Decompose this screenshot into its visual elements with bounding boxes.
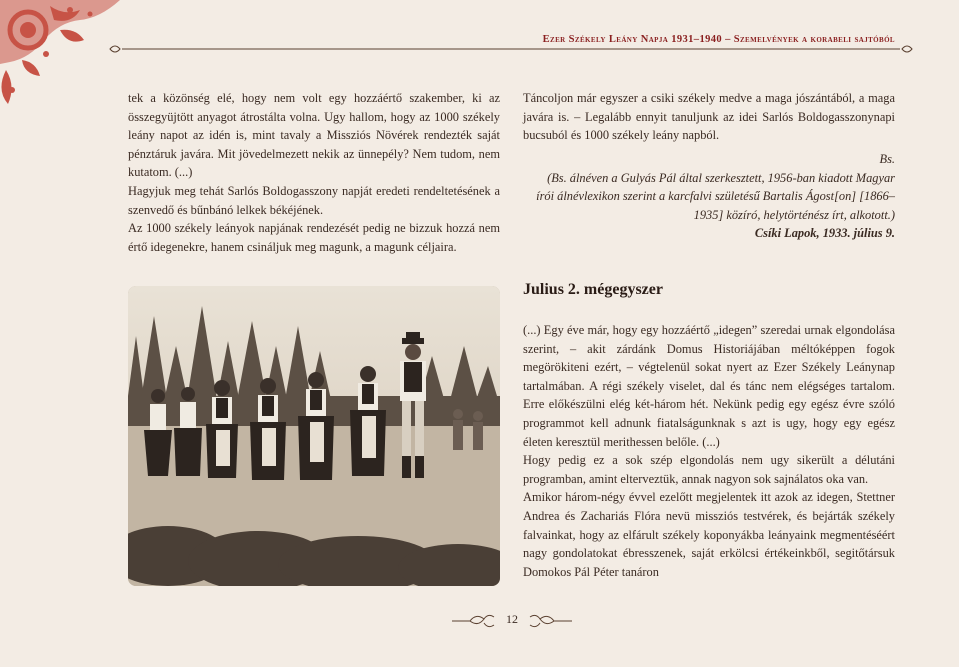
- left-column: [128, 89, 500, 256]
- source-citation: Csíki Lapok, 1933. július 9.: [754, 226, 895, 241]
- running-head: Ezer Székely Leány Napja 1931–1940 – Szemelvények a korabeli sajtóból: [542, 34, 895, 45]
- author-note: (Bs. álnéven a Gulyás Pál által szerkesztett, 1956-ban kiadott Magyar írói álnévlexikon szerint a karcfalvi születésű Bartalis Ágost[on] [1866–1935] közíró, helytörténész írt, alkotott.): [536, 170, 895, 222]
- paragraph: (...) Egy éve már, hogy egy hozzáértő „idegen” szeredai urnak elgondolása szerint, – akit zárdánk Domus Historiájában méltóképpen fogok megörökiteni ezért, – végtelenül sokat nyert az Ezer Székely Leánynap tartalmában. A régi székely viselet, dal és tánc nem elégséges tartalom. Erre előkészülni elég két-három hét. Nekünk pedig egy egész évre szóló programmot kell adnunk fiatalságunknak s azt is ugy, hogy egy egész életen keresztül merithessen belőle. (...): [523, 323, 895, 449]
- paragraph: Hogy pedig ez a sok szép elgondolás nem ugy sikerült a délutáni programban, amint elterveztük, annak nagyon sok sajnálatos oka van.: [523, 453, 895, 486]
- right-column-body: [523, 321, 895, 581]
- corner-ornament-icon: [0, 0, 140, 120]
- signature-block: [523, 150, 895, 243]
- paragraph: Hagyjuk meg tehát Sarlós Boldogasszony napját eredeti rendeltetésének a szenvedő és bűnbánó lelkek békéjének.: [128, 183, 500, 217]
- rule-ornament-icon: [108, 42, 914, 56]
- page-number: 12: [506, 612, 518, 626]
- historical-photo: [128, 286, 500, 586]
- right-column-top: [523, 89, 895, 145]
- paragraph: Amikor három-négy évvel ezelőtt megjelentek itt azok az idegen, Stettner Andrea és Zachariás Flóra nevü missziós testvérek, és bejárták székely falvainkat, hogy az elfárult székely koponyákba leányaink megmentéséért nagy gondolatokat ébresszenek, saját erkölcsi értékeinkből, segitőtársuk Domokos Pál Péter tanáron: [523, 490, 895, 579]
- section-title: Julius 2. mégegyszer: [523, 281, 663, 298]
- paragraph: Táncoljon már egyszer a csiki székely medve a maga jószántából, a maga javára is. – Legalább ennyit tanuljunk az idei Sarlós Boldogasszonynapi bucsuból és 1000 székely leány napból.: [523, 91, 895, 143]
- paragraph: Az 1000 székely leányok napjának rendezését pedig ne bizzuk hozzá nem értő idegenekre, hanem csináljuk meg magunk, a magunk céljaira.: [128, 221, 500, 254]
- author-initials: Bs.: [879, 152, 895, 166]
- paragraph: tek a közönség elé, hogy nem volt egy hozzáértő szakember, ki az összegyüjtött anyagot átrostálta volna. Ugy hallom, hogy az 1000 székely leány napot az idén is, mint tavaly a Missziós Növérek rendezték saját pénztáruk javára. Mit jövedelmezett nekik az ünnepély? Nem tudom, nem kutatom. (...): [128, 91, 500, 180]
